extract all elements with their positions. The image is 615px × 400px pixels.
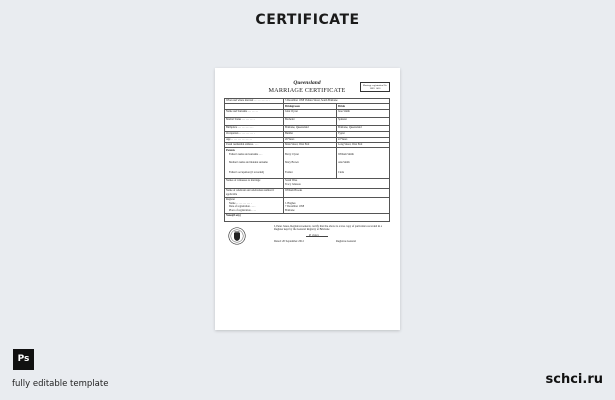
site-watermark[interactable]: schci.ru xyxy=(545,372,603,387)
when-where-value: 3 December 1958 Vulture Street, South Brisbane xyxy=(284,99,390,104)
parent-row: Father's occupation (if recorded) Farmer Clerk xyxy=(225,171,390,179)
certification-block xyxy=(224,225,390,259)
registration-box xyxy=(360,82,390,92)
registrar-name: J. Hughes xyxy=(285,201,296,205)
notes-row xyxy=(225,213,390,221)
certificate-title: MARRIAGE CERTIFICATE xyxy=(268,87,346,94)
parents-label: Parents xyxy=(225,148,284,153)
table-row: Usual residential address . . . . Main Street, West End Long Street, West End xyxy=(225,142,390,147)
register-row: Register Name . . . . . . . . . . . . Date of registration . . . . Place of registration . . . . J. Hughes 7 December 1958 Brisbane xyxy=(225,197,390,213)
bride-header: Bride xyxy=(337,104,390,109)
table-row: Marital Status . . . . . . . . . . Bachelor Spinster xyxy=(225,117,390,125)
notes-label: Notes(if any) xyxy=(225,213,390,221)
celebrant-row xyxy=(225,189,390,198)
registration-date: 7 December 1958 xyxy=(285,205,305,209)
registrar-title: Registrar-General xyxy=(336,239,356,243)
state-name: Queensland xyxy=(293,80,321,86)
register-label: Register xyxy=(226,198,235,202)
dated-text: Dated: 20 September 2012 xyxy=(274,239,304,243)
signature: P. Jones xyxy=(309,232,319,237)
witnesses-label: Names of witnesses to marriage xyxy=(225,179,284,189)
registration-number: 1883/ 1456 xyxy=(369,87,381,91)
parent-row: Mother's name and maiden surname Mary Brown Ann Smith xyxy=(225,161,390,171)
celebrant-label: Name of celebrant and celebration number if applicable xyxy=(225,189,284,198)
certification-statement: I, Peter Jones, Registrar-General, certify that the above is a true copy of particulars recorded in a Register kept by the General Registry at Brisbane xyxy=(274,224,382,232)
table-row: Birthplace . . . . . . . . . . . . Brisbane, Queensland Brisbane, Queensland xyxy=(225,125,390,131)
celebrant-value: William Brooks xyxy=(284,189,390,198)
details-table xyxy=(224,98,390,222)
witnesses-row xyxy=(225,179,390,189)
table-row: Name and Surname . . . . . . . . John Clyzer Jane Smith xyxy=(225,109,390,117)
page-title: CERTIFICATE xyxy=(255,12,360,28)
crest-seal-icon xyxy=(228,227,246,245)
marriage-certificate xyxy=(224,80,390,259)
table-row: Occupation . . . . . . . . . . . . Builder Typist xyxy=(225,131,390,137)
bridegroom-header: Bridegroom xyxy=(284,104,337,109)
certificate-paper xyxy=(215,68,400,330)
template-caption: fully editable template xyxy=(12,379,109,389)
parent-row: Father's name and surname . . . Barry Clyzer William Smith xyxy=(225,153,390,161)
registration-label: Marriage registration No. xyxy=(362,84,388,87)
photoshop-icon: Ps xyxy=(13,349,34,370)
registration-place: Brisbane xyxy=(285,208,295,212)
when-where-label: When and where married . . . . . . . . . . . . xyxy=(225,99,284,104)
witness-name: Sarah Wise xyxy=(285,179,298,183)
witness-name: Tracy Johnson xyxy=(285,182,301,186)
table-row: Age . . . . . . . . . . . . . . . . 26 Years 22 Years xyxy=(225,137,390,142)
